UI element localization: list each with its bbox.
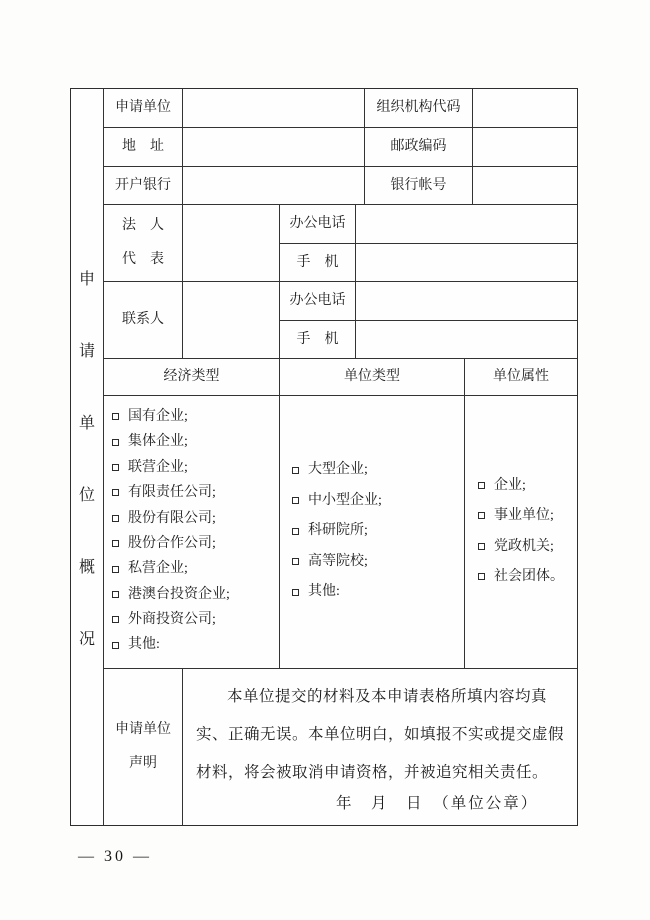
checkbox-icon[interactable] [112,489,119,496]
checkbox-icon[interactable] [112,515,119,522]
row-contact-person [104,282,577,359]
unit-type-option [292,522,368,540]
postal-code-field[interactable] [473,128,577,166]
section-title-char: 概 [78,558,95,576]
row-category-options [104,396,577,669]
row-legal-representative [104,205,577,282]
declaration-label-line2: 声明 [129,756,157,771]
option-label: 高等院校; [308,553,368,569]
postal-code-label: 邮政编码 [365,128,473,166]
applicant-unit-field[interactable] [183,89,365,127]
unit-type-option [292,461,368,479]
option-label: 港澳台投资企业; [128,586,230,602]
economic-type-option [112,535,216,553]
page-number: — 30 — [78,848,152,865]
checkbox-icon[interactable] [478,573,485,580]
contact-mobile-field[interactable] [356,321,577,359]
declaration-text: 本单位提交的材料及本申请表格所填内容均真实、正确无误。本单位明白，如填报不实或提交虚假材料，将会被取消申请资格，并被追究相关责任。 [196,688,565,781]
checkbox-icon[interactable] [478,482,485,489]
section-title-char: 请 [78,342,95,360]
row-declaration [104,669,577,825]
checkbox-icon[interactable] [112,464,119,471]
row-applicant-unit [104,89,577,128]
legal-representative-name-field[interactable] [183,205,280,281]
option-label: 国有企业; [128,409,188,424]
option-label: 中小型企业; [308,492,382,508]
option-label: 联营企业; [128,459,188,475]
address-label: 地 址 [104,128,183,166]
legal-rep-mobile-field[interactable] [356,244,577,282]
bank-account-field[interactable] [473,167,577,204]
economic-type-option [112,484,216,502]
legal-rep-office-phone-label: 办公电话 [280,205,356,243]
unit-type-header: 单位类型 [280,359,465,395]
unit-attribute-option [478,477,526,495]
row-bank [104,167,577,205]
section-title-vertical [71,89,104,825]
option-label: 私营企业; [128,561,188,577]
economic-type-option [112,433,188,451]
checkbox-icon[interactable] [478,512,485,519]
bank-label: 开户银行 [104,167,183,204]
unit-type-option [292,583,340,601]
section-title-char: 申 [78,270,95,288]
declaration-content [183,669,577,825]
unit-attribute-header: 单位属性 [493,369,549,385]
row-address [104,128,577,167]
economic-type-option [112,459,188,477]
option-label: 社会团体。 [494,569,564,584]
unit-attribute-option [478,568,564,586]
section-title-char: 况 [78,630,95,648]
checkbox-icon[interactable] [112,642,119,649]
org-code-label: 组织机构代码 [365,89,473,127]
contact-person-name-field[interactable] [183,282,280,358]
bank-account-label: 银行帐号 [365,167,473,204]
legal-representative-label-line1: 法 人 [122,218,164,233]
declaration-label [104,669,183,825]
economic-type-option [112,510,216,528]
contact-mobile-label: 手 机 [280,321,356,359]
unit-attribute-options [465,396,577,668]
bank-field[interactable] [183,167,365,204]
option-label: 其他: [308,584,340,600]
unit-type-option [292,492,382,510]
option-label: 股份合作公司; [128,535,216,551]
option-label: 党政机关; [494,538,554,554]
checkbox-icon[interactable] [292,467,299,474]
option-label: 有限责任公司; [128,485,216,501]
option-label: 外商投资公司; [128,612,216,627]
unit-type-options [280,396,465,668]
unit-attribute-option [478,507,554,525]
declaration-date-line[interactable]: 年 月 日 （单位公章） [336,794,539,812]
checkbox-icon[interactable] [112,616,119,623]
section-title-char: 位 [78,486,95,504]
checkbox-icon[interactable] [112,439,119,446]
economic-type-option [112,560,188,578]
contact-office-phone-label: 办公电话 [280,282,356,320]
economic-type-header: 经济类型 [104,359,280,395]
economic-type-option [112,586,230,604]
contact-office-phone-field[interactable] [356,282,577,320]
option-label: 科研院所; [308,523,368,539]
checkbox-icon[interactable] [292,528,299,535]
legal-rep-mobile-label: 手 机 [280,244,356,282]
checkbox-icon[interactable] [292,589,299,596]
legal-representative-label-line2: 代 表 [122,252,164,267]
checkbox-icon[interactable] [112,413,119,420]
option-label: 股份有限公司; [128,510,216,526]
contact-person-label: 联系人 [104,282,183,358]
org-code-field[interactable] [473,89,577,127]
declaration-label-line1: 申请单位 [115,722,171,737]
economic-type-option [112,408,188,426]
checkbox-icon[interactable] [478,543,485,550]
application-unit-form-table [70,88,578,826]
checkbox-icon[interactable] [112,540,119,547]
checkbox-icon[interactable] [292,558,299,565]
section-title-char: 单 [78,414,95,432]
legal-rep-office-phone-field[interactable] [356,205,577,243]
option-label: 大型企业; [308,462,368,478]
option-label: 集体企业; [128,434,188,450]
economic-type-options [104,396,280,668]
row-category-headers [104,359,577,396]
applicant-unit-label: 申请单位 [104,89,183,127]
unit-attribute-option [478,538,554,556]
legal-representative-label [104,205,183,281]
option-label: 其他: [128,637,160,653]
option-label: 企业; [494,477,526,493]
option-label: 事业单位; [494,508,554,523]
unit-type-option [292,553,368,571]
checkbox-icon[interactable] [112,591,119,598]
address-field[interactable] [183,128,365,166]
checkbox-icon[interactable] [112,566,119,573]
economic-type-option [112,611,216,629]
checkbox-icon[interactable] [292,497,299,504]
economic-type-option [112,636,160,654]
